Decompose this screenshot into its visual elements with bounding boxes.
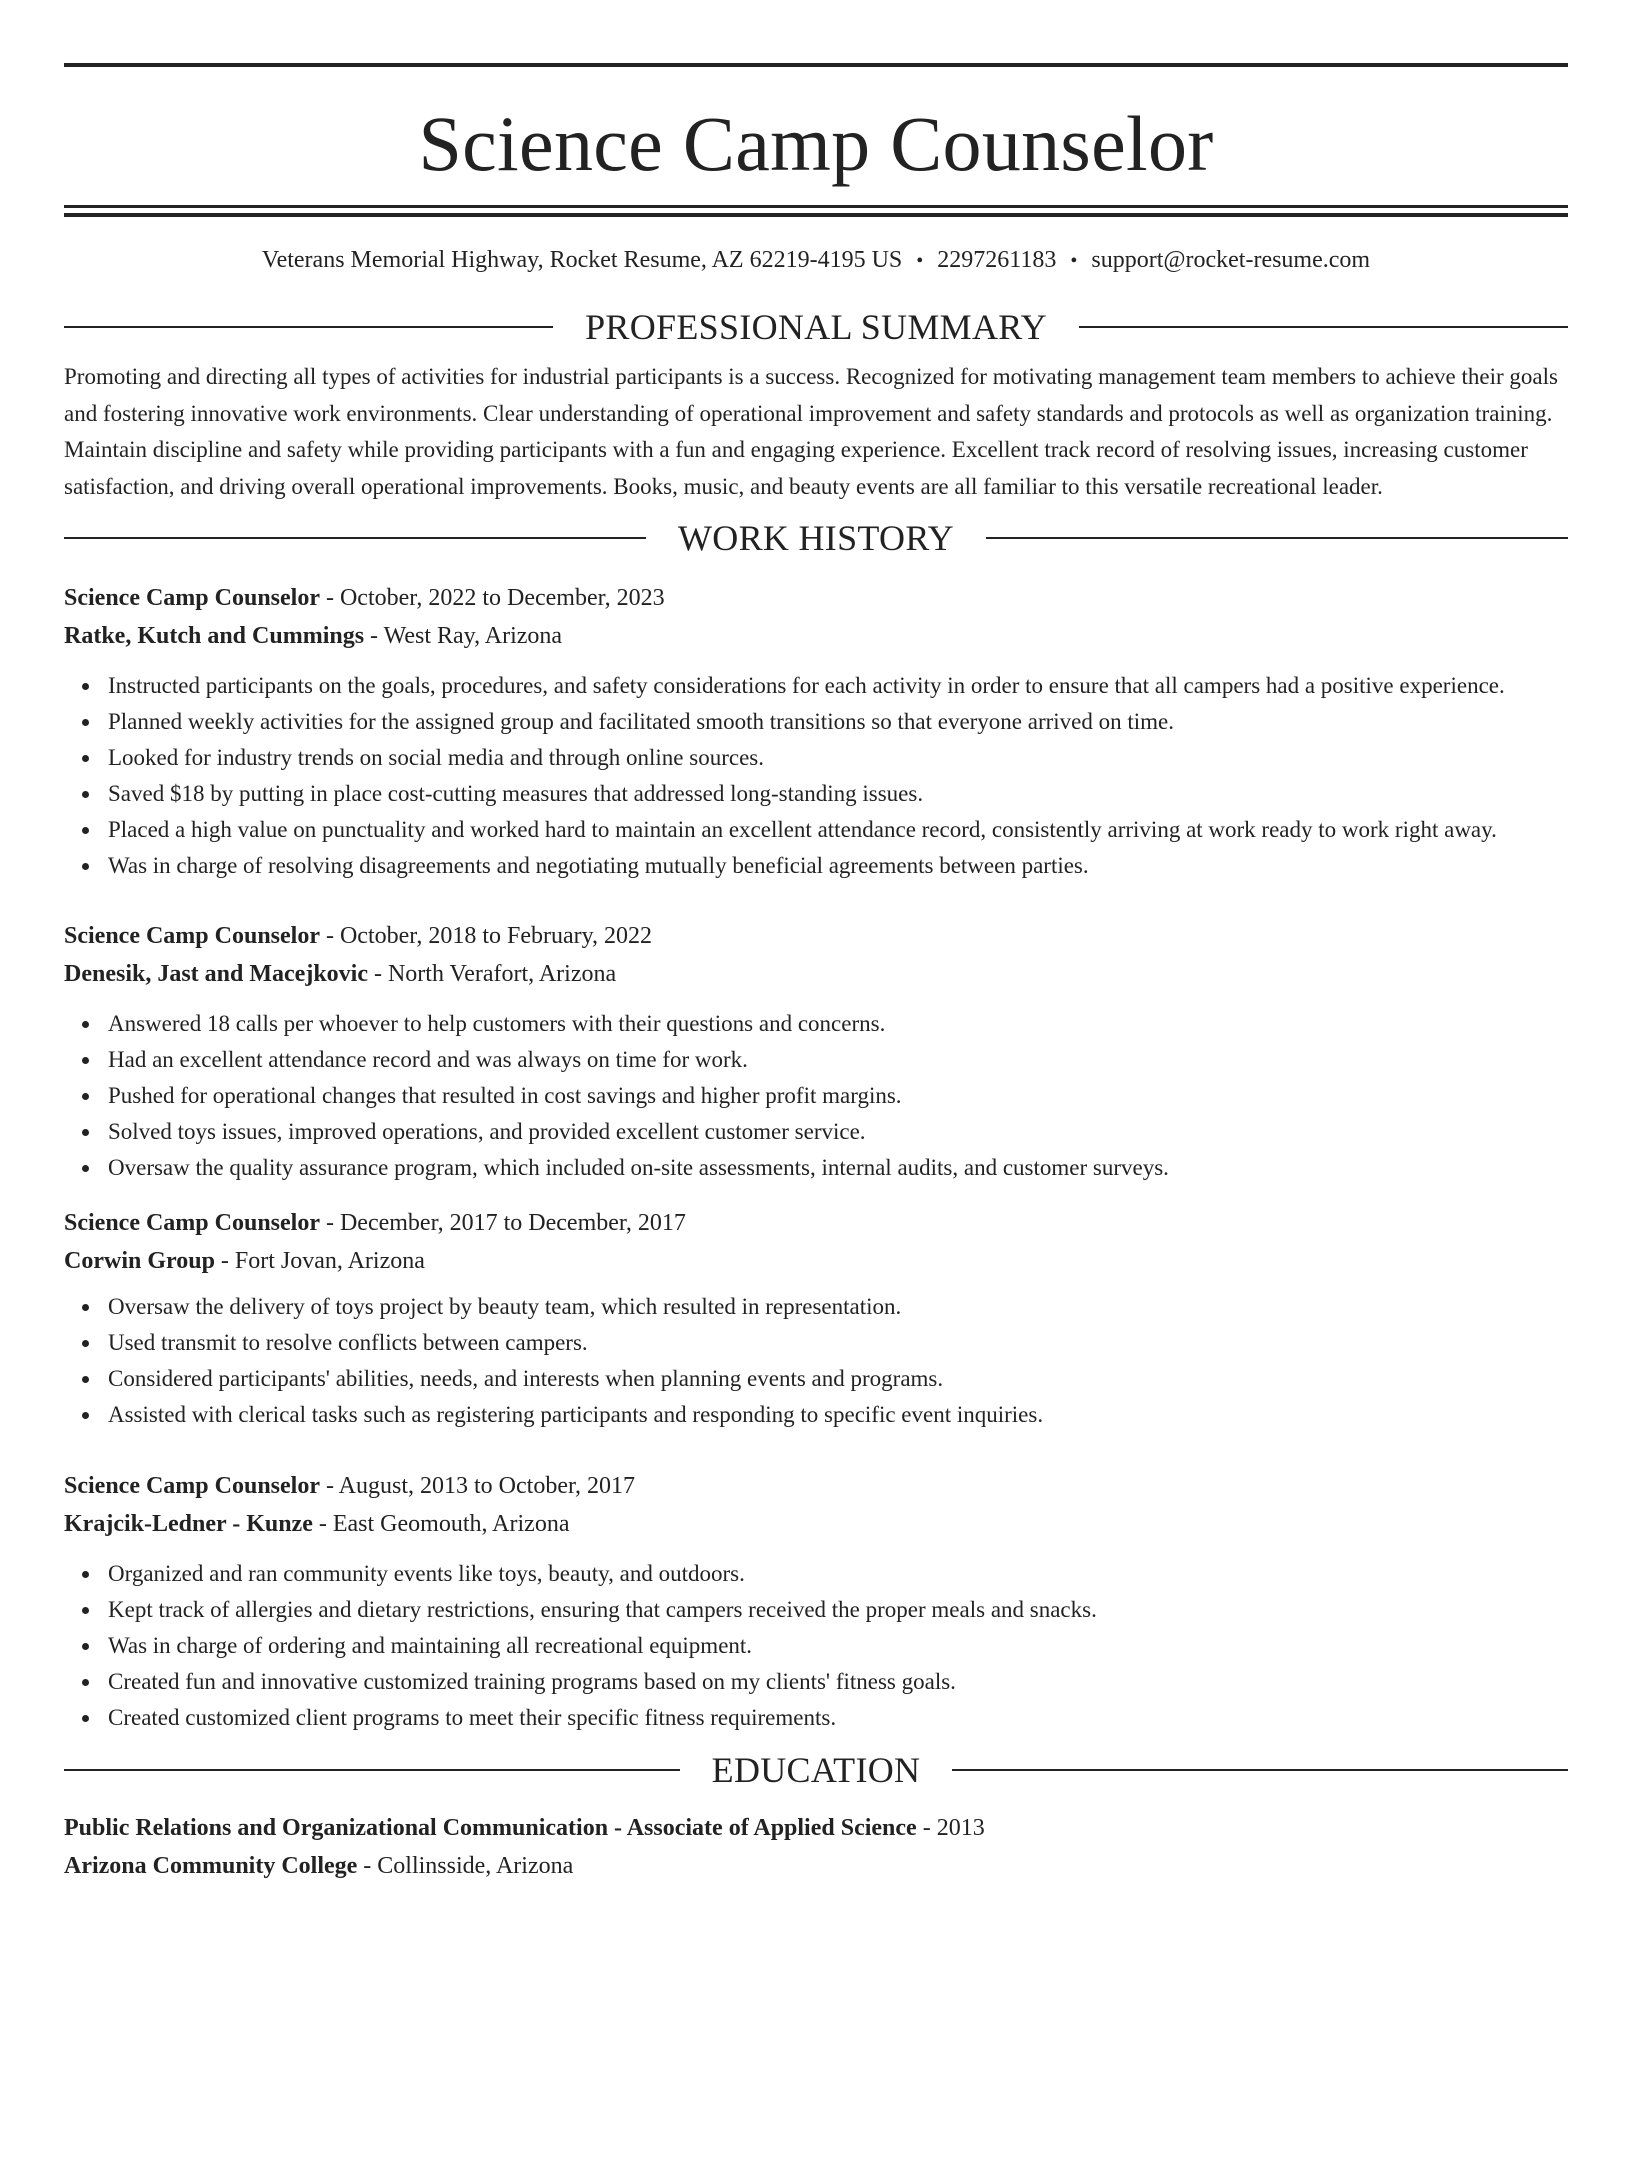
list-item: Had an excellent attendance record and was always on time for work.	[108, 1042, 1568, 1078]
job-entry	[64, 579, 1568, 884]
job-bullet-list	[64, 1289, 1568, 1433]
education-year: - 2013	[916, 1815, 985, 1841]
job-bullet-list	[64, 668, 1568, 884]
list-item: Solved toys issues, improved operations, and provided excellent customer service.	[108, 1114, 1568, 1150]
work-section-heading	[64, 516, 1568, 560]
heading-rule-right	[952, 1769, 1568, 1771]
job-location: - East Geomouth, Arizona	[312, 1511, 570, 1537]
education-degree: Public Relations and Organizational Communication - Associate of Applied Science	[64, 1815, 917, 1841]
job-title: Science Camp Counselor	[64, 923, 320, 949]
list-item: Placed a high value on punctuality and worked hard to maintain an excellent attendance record, consistently arriving at work ready to work right away.	[108, 812, 1568, 848]
job-location: - North Verafort, Arizona	[367, 961, 617, 987]
contact-line	[64, 245, 1568, 275]
education-location: - Collinsside, Arizona	[357, 1853, 574, 1879]
job-dates: - October, 2018 to February, 2022	[319, 923, 653, 949]
list-item: Considered participants' abilities, needs, and interests when planning events and programs.	[108, 1361, 1568, 1397]
job-company-line	[64, 955, 1568, 993]
list-item: Oversaw the delivery of toys project by beauty team, which resulted in representation.	[108, 1289, 1568, 1325]
heading-rule-right	[986, 537, 1568, 539]
list-item: Was in charge of ordering and maintaining all recreational equipment.	[108, 1628, 1568, 1664]
top-rule	[64, 63, 1568, 67]
heading-rule-left	[64, 326, 553, 328]
education-heading-label: EDUCATION	[711, 1750, 921, 1790]
list-item: Created customized client programs to meet their specific fitness requirements.	[108, 1700, 1568, 1736]
job-title: Science Camp Counselor	[64, 1210, 320, 1236]
list-item: Was in charge of resolving disagreements and negotiating mutually beneficial agreements between parties.	[108, 848, 1568, 884]
contact-email: support@rocket-resume.com	[1091, 247, 1371, 273]
job-bullet-list	[64, 1006, 1568, 1186]
job-location: - Fort Jovan, Arizona	[214, 1248, 425, 1274]
job-company: Krajcik-Ledner - Kunze	[64, 1511, 313, 1537]
heading-rule-right	[1079, 326, 1568, 328]
heading-rule-left	[64, 537, 646, 539]
list-item: Answered 18 calls per whoever to help customers with their questions and concerns.	[108, 1006, 1568, 1042]
job-company: Ratke, Kutch and Cummings	[64, 623, 365, 649]
job-title-line	[64, 917, 1568, 955]
job-title-line	[64, 579, 1568, 617]
heading-rule-left	[64, 1769, 680, 1771]
job-title: Science Camp Counselor	[64, 585, 320, 611]
job-dates: - December, 2017 to December, 2017	[319, 1210, 686, 1236]
list-item: Used transmit to resolve conflicts between campers.	[108, 1325, 1568, 1361]
education-entry	[64, 1809, 1568, 1885]
contact-phone: 2297261183	[937, 247, 1057, 273]
summary-text: Promoting and directing all types of activities for industrial participants is a success. Recognized for motivating management team members to achieve their goals and fostering innovative work environments. Clear understanding of operational improvement and safety standards and protocols as well as organization training. Maintain discipline and safety while providing participants with a fun and engaging experience. Excellent track record of resolving issues, increasing customer satisfaction, and driving overall operational improvements. Books, music, and beauty events are all familiar to this versatile recreational leader.	[64, 364, 1558, 499]
list-item: Created fun and innovative customized training programs based on my clients' fitness goals.	[108, 1664, 1568, 1700]
contact-separator: •	[916, 250, 924, 272]
title-double-rule	[64, 205, 1568, 208]
job-company: Corwin Group	[64, 1248, 215, 1274]
job-entry	[64, 1467, 1568, 1736]
job-company-line	[64, 1505, 1568, 1543]
resume-title: Science Camp Counselor	[418, 100, 1214, 187]
list-item: Planned weekly activities for the assigned group and facilitated smooth transitions so that everyone arrived on time.	[108, 704, 1568, 740]
list-item: Pushed for operational changes that resulted in cost savings and higher profit margins.	[108, 1078, 1568, 1114]
education-section-heading	[64, 1748, 1568, 1792]
job-dates: - October, 2022 to December, 2023	[319, 585, 665, 611]
list-item: Assisted with clerical tasks such as registering participants and responding to specific event inquiries.	[108, 1397, 1568, 1433]
job-title: Science Camp Counselor	[64, 1473, 320, 1499]
education-degree-line	[64, 1809, 1568, 1847]
job-title-line	[64, 1204, 1568, 1242]
job-dates: - August, 2013 to October, 2017	[319, 1473, 635, 1499]
education-school: Arizona Community College	[64, 1853, 358, 1879]
job-location: - West Ray, Arizona	[364, 623, 563, 649]
job-title-line	[64, 1467, 1568, 1505]
summary-heading-label: PROFESSIONAL SUMMARY	[585, 307, 1047, 347]
job-entry	[64, 917, 1568, 1186]
job-company-line	[64, 617, 1568, 655]
contact-separator: •	[1070, 250, 1078, 272]
resume-page	[0, 63, 1632, 2175]
job-bullet-list	[64, 1556, 1568, 1736]
job-company: Denesik, Jast and Macejkovic	[64, 961, 368, 987]
list-item: Looked for industry trends on social media and through online sources.	[108, 740, 1568, 776]
list-item: Instructed participants on the goals, procedures, and safety considerations for each activity in order to ensure that all campers had a positive experience.	[108, 668, 1568, 704]
list-item: Oversaw the quality assurance program, which included on-site assessments, internal audits, and customer surveys.	[108, 1150, 1568, 1186]
summary-section-heading	[64, 305, 1568, 349]
education-school-line	[64, 1847, 1568, 1885]
list-item: Saved $18 by putting in place cost-cutting measures that addressed long-standing issues.	[108, 776, 1568, 812]
contact-address: Veterans Memorial Highway, Rocket Resume, AZ 62219-4195 US	[261, 247, 903, 273]
work-heading-label: WORK HISTORY	[678, 518, 954, 558]
job-company-line	[64, 1242, 1568, 1280]
job-entry	[64, 1204, 1568, 1433]
list-item: Organized and ran community events like toys, beauty, and outdoors.	[108, 1556, 1568, 1592]
list-item: Kept track of allergies and dietary restrictions, ensuring that campers received the proper meals and snacks.	[108, 1592, 1568, 1628]
